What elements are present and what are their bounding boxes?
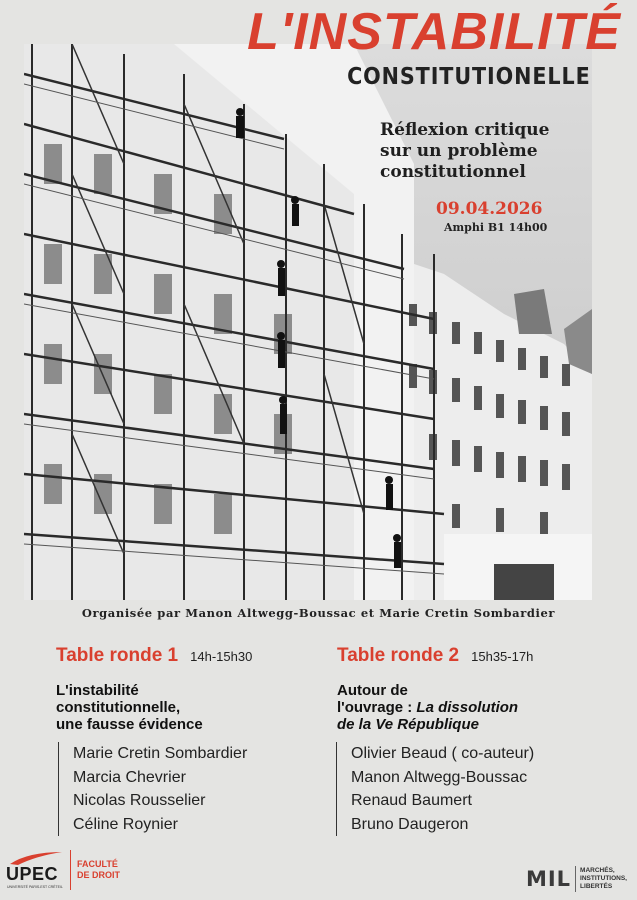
- speaker: Renaud Baumert: [351, 792, 472, 809]
- faculty-line: DE DROIT: [77, 870, 121, 880]
- upec-logo-block: [6, 848, 120, 892]
- round-1-time: 14h-15h30: [190, 649, 253, 664]
- mil-line: INSTITUTIONS,: [580, 875, 627, 882]
- upec-fullname: UNIVERSITÉ PARIS-EST CRÉTEIL: [7, 885, 63, 889]
- round-2-speakers: [336, 742, 534, 836]
- round-2-topic-prefix: l'ouvrage :: [337, 699, 417, 716]
- speaker: Nicolas Rousselier: [73, 792, 206, 809]
- round-1-topic-line: constitutionnelle,: [56, 699, 181, 716]
- event-subtitle: CONSTITUTIONELLE: [347, 64, 591, 90]
- speaker: Marcia Chevrier: [73, 768, 186, 786]
- mil-line: LIBERTÉS: [580, 883, 613, 890]
- faculty-line: FACULTÉ: [77, 859, 118, 869]
- round-2-topic-line: [337, 716, 607, 733]
- mil-line: MARCHÉS,: [580, 867, 615, 874]
- speaker: Céline Roynier: [73, 815, 178, 833]
- speaker: Olivier Beaud ( co-auteur): [351, 745, 535, 762]
- event-place: Amphi B1 14h00: [444, 221, 548, 234]
- round-2-topic-line: Autour de: [337, 682, 408, 699]
- round-2-topic: [337, 682, 607, 733]
- mil-logo-block: [526, 866, 627, 892]
- faculty-label: [77, 859, 120, 881]
- round-1-header: [56, 645, 252, 667]
- round-2-name: Table ronde 2: [337, 645, 460, 666]
- round-1-topic: [56, 682, 296, 733]
- upec-wordmark: UPEC: [6, 864, 59, 884]
- tagline-line: constitutionnel: [380, 162, 526, 182]
- round-1-name: Table ronde 1: [56, 645, 179, 666]
- mil-divider: [575, 866, 576, 892]
- round-2-book-title-cont: de la Ve République: [337, 716, 479, 733]
- round-1-topic-line: une fausse évidence: [56, 716, 203, 733]
- speaker: Marie Cretin Sombardier: [73, 745, 248, 762]
- organizers-line: Organisée par Manon Altwegg-Boussac et Marie Cretin Sombardier: [81, 606, 556, 620]
- event-date: 09.04.2026: [436, 199, 543, 219]
- event-title: L'INSTABILITÉ: [247, 3, 621, 61]
- mil-wordmark: MIL: [525, 867, 572, 891]
- tagline: [380, 120, 590, 183]
- mil-subtitle: [580, 867, 627, 891]
- upec-logo: [6, 848, 66, 892]
- round-2-topic-line: [337, 699, 607, 716]
- round-2-time: 15h35-17h: [471, 649, 534, 664]
- tagline-line: Réflexion critique: [380, 120, 550, 140]
- upec-divider: [70, 850, 71, 890]
- speaker: Bruno Daugeron: [351, 815, 469, 833]
- round-2-header: [337, 645, 533, 667]
- round-1-speakers: [58, 742, 247, 836]
- tagline-line: sur un problème: [380, 141, 538, 161]
- round-2-book-title: La dissolution: [416, 699, 519, 716]
- speaker: Manon Altwegg-Boussac: [351, 768, 528, 786]
- round-1-topic-line: L'instabilité: [56, 682, 139, 699]
